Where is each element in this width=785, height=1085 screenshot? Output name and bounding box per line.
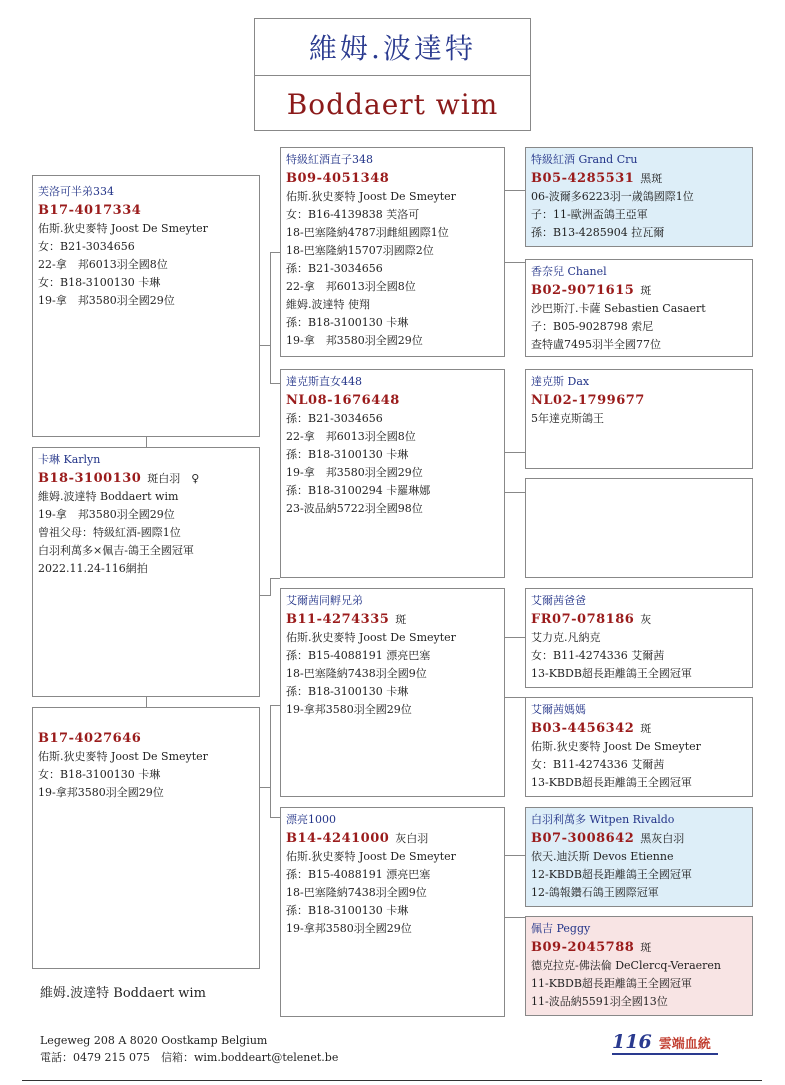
info-line: 德克拉克-佛法倫 DeClercq-Veraeren bbox=[531, 959, 721, 972]
ring-note: 斑 bbox=[640, 941, 652, 954]
ring-number: B07-3008642 黑灰白羽 bbox=[531, 831, 685, 846]
bird-name: 佩吉 Peggy bbox=[531, 922, 591, 935]
info-line: 女：B11-4274336 艾爾茜 bbox=[531, 649, 665, 662]
connector bbox=[270, 705, 280, 706]
info-line: 13-KBDB超長距離鴿王全國冠軍 bbox=[531, 776, 692, 789]
info-line: 22-拿 邦6013羽全國8位 bbox=[286, 430, 416, 443]
info-line: 維姆.波達特 使翔 bbox=[286, 298, 370, 311]
info-line: 艾力克.凡納克 bbox=[531, 631, 601, 644]
info-line: 佑斯.狄史麥特 Joost De Smeyter bbox=[531, 740, 701, 753]
pedigree-box-great-granddam-2-empty bbox=[525, 478, 753, 578]
info-line: 依天.迪沃斯 Devos Etienne bbox=[531, 850, 674, 863]
bird-name: 芙洛可半弟334 bbox=[38, 185, 114, 198]
pedigree-box-great-grandsire-3 bbox=[525, 588, 753, 688]
bird-name: 艾爾茜同孵兄弟 bbox=[286, 594, 363, 607]
ring-note: 斑 bbox=[640, 284, 652, 297]
pedigree-box-great-granddam-1 bbox=[525, 259, 753, 357]
bird-name: 卡琳 Karlyn bbox=[38, 453, 101, 466]
pedigree-box-sire bbox=[32, 175, 260, 437]
pedigree-box-great-granddam-3 bbox=[525, 697, 753, 797]
pedigree-box-great-granddam-4 bbox=[525, 916, 753, 1016]
ring-note: 黑斑 bbox=[640, 172, 663, 185]
ring-number: NL02-1799677 bbox=[531, 393, 645, 408]
ring-note: 斑 bbox=[395, 613, 407, 626]
info-line: 22-拿 邦6013羽全國8位 bbox=[286, 280, 416, 293]
title-box bbox=[254, 18, 531, 131]
info-line: 13-KBDB超長距離鴿王全國冠軍 bbox=[531, 667, 692, 680]
ring-note: 灰 bbox=[640, 613, 652, 626]
info-line: 子：B05-9028798 索尼 bbox=[531, 320, 654, 333]
connector bbox=[270, 252, 271, 384]
info-line: 18-巴塞隆納7438羽全國9位 bbox=[286, 886, 427, 899]
info-line: 孫：B21-3034656 bbox=[286, 262, 383, 275]
bird-name: 達克斯直女448 bbox=[286, 375, 362, 388]
bird-name: 艾爾茜爸爸 bbox=[531, 594, 586, 607]
info-line: 佑斯.狄史麥特 Joost De Smeyter bbox=[286, 190, 456, 203]
bird-name: 達克斯 Dax bbox=[531, 375, 590, 388]
connector bbox=[505, 917, 525, 918]
bird-name: 香奈兒 Chanel bbox=[531, 265, 607, 278]
connector bbox=[505, 637, 525, 638]
connector bbox=[270, 705, 271, 818]
info-line: 查特盧7495羽半全國77位 bbox=[531, 338, 661, 351]
info-line: 22-拿 邦6013羽全國8位 bbox=[38, 258, 168, 271]
info-line: 19-拿 邦3580羽全國29位 bbox=[38, 294, 175, 307]
info-line: 19-拿邦3580羽全國29位 bbox=[286, 922, 412, 935]
bird-name: 漂亮1000 bbox=[286, 813, 336, 826]
ring-number: B09-2045788 斑 bbox=[531, 940, 652, 955]
info-line: 19-拿 邦3580羽全國29位 bbox=[38, 508, 175, 521]
pedigree-box-granddam-2 bbox=[280, 807, 505, 1017]
info-line: 曾祖父母：特級紅酒-國際1位 bbox=[38, 526, 181, 539]
connector bbox=[505, 492, 525, 493]
info-line: 子：11-歐洲盃鴿王亞軍 bbox=[531, 208, 648, 221]
ring-number: B05-4285531 黑斑 bbox=[531, 171, 663, 186]
info-line: 佑斯.狄史麥特 Joost De Smeyter bbox=[38, 750, 208, 763]
pedigree-box-grandsire-1 bbox=[280, 147, 505, 357]
info-line: 5年達克斯鴿王 bbox=[531, 412, 604, 425]
info-line: 11-KBDB超長距離鴿王全國冠軍 bbox=[531, 977, 692, 990]
brand-logo bbox=[612, 1031, 722, 1057]
ring-number: B17-4017334 bbox=[38, 203, 142, 218]
connector bbox=[270, 817, 280, 818]
bird-name: 艾爾茜媽媽 bbox=[531, 703, 586, 716]
connector bbox=[270, 252, 280, 253]
ring-note: 斑 bbox=[640, 722, 652, 735]
ring-number: B14-4241000 灰白羽 bbox=[286, 831, 429, 846]
info-line: 18-巴塞隆納15707羽國際2位 bbox=[286, 244, 434, 257]
info-line: 2022.11.24-116網拍 bbox=[38, 562, 148, 575]
contact-info: 電話：0479 215 075 信箱：wim.boddeart@telenet.be bbox=[40, 1051, 339, 1064]
info-line: 佑斯.狄史麥特 Joost De Smeyter bbox=[286, 631, 456, 644]
info-line: 23-波品納5722羽全國98位 bbox=[286, 502, 423, 515]
bird-name: 白羽利萬多 Witpen Rivaldo bbox=[531, 813, 675, 826]
pedigree-box-sire-3 bbox=[32, 707, 260, 969]
info-line: 白羽利萬多×佩吉-鴿王全國冠軍 bbox=[38, 544, 194, 557]
info-line: 19-拿 邦3580羽全國29位 bbox=[286, 334, 423, 347]
logo-text: 雲端血統 bbox=[658, 1037, 711, 1052]
info-line: 19-拿邦3580羽全國29位 bbox=[38, 786, 164, 799]
info-line: 11-波品納5591羽全國13位 bbox=[531, 995, 668, 1008]
info-line: 孫：B18-3100130 卡琳 bbox=[286, 685, 409, 698]
info-line: 19-拿 邦3580羽全國29位 bbox=[286, 466, 423, 479]
info-line: 孫：B18-3100130 卡琳 bbox=[286, 316, 409, 329]
connector bbox=[270, 578, 280, 579]
info-line: 沙巴斯汀.卡薩 Sebastien Casaert bbox=[531, 302, 706, 315]
info-line: 佑斯.狄史麥特 Joost De Smeyter bbox=[38, 222, 208, 235]
info-line: 孫：B18-3100130 卡琳 bbox=[286, 448, 409, 461]
info-line: 女：B21-3034656 bbox=[38, 240, 135, 253]
pedigree-box-great-grandsire-1 bbox=[525, 147, 753, 247]
info-line: 女：B16-4139838 芙洛可 bbox=[286, 208, 420, 221]
pedigree-box-grandsire-2 bbox=[280, 588, 505, 797]
ring-number: B09-4051348 bbox=[286, 171, 390, 186]
address: Legeweg 208 A 8020 Oostkamp Belgium bbox=[40, 1034, 268, 1047]
bottom-rule bbox=[22, 1080, 762, 1081]
ring-number: B02-9071615 斑 bbox=[531, 283, 652, 298]
connector bbox=[505, 190, 525, 191]
ring-note: 黑灰白羽 bbox=[640, 832, 685, 845]
ring-note: 灰白羽 bbox=[395, 832, 429, 845]
pedigree-box-great-grandsire-2 bbox=[525, 369, 753, 469]
title-english: Boddaert wim bbox=[286, 87, 499, 121]
ring-number: FR07-078186 灰 bbox=[531, 612, 652, 627]
info-line: 女：B11-4274336 艾爾茜 bbox=[531, 758, 665, 771]
ring-number: B17-4027646 bbox=[38, 731, 142, 746]
info-line: 孫：B18-3100130 卡琳 bbox=[286, 904, 409, 917]
logo-underline bbox=[612, 1053, 718, 1055]
info-line: 孫：B18-3100294 卡羅琳娜 bbox=[286, 484, 431, 497]
info-line: 18-巴塞隆納4787羽雌組國際1位 bbox=[286, 226, 449, 239]
connector bbox=[505, 697, 525, 698]
connector bbox=[505, 452, 525, 453]
info-line: 06-波爾多6223羽一歲鴿國際1位 bbox=[531, 190, 694, 203]
info-line: 孫：B13-4285904 拉瓦爾 bbox=[531, 226, 665, 239]
info-line: 女：B18-3100130 卡琳 bbox=[38, 768, 161, 781]
info-line: 孫：B21-3034656 bbox=[286, 412, 383, 425]
ring-note: 斑白羽 ♀ bbox=[147, 472, 200, 485]
connector bbox=[505, 855, 525, 856]
info-line: 12-鴿報鑽石鴿王國際冠軍 bbox=[531, 886, 659, 899]
info-line: 孫：B15-4088191 漂亮巴塞 bbox=[286, 868, 431, 881]
connector bbox=[146, 697, 147, 707]
info-line: 女：B18-3100130 卡琳 bbox=[38, 276, 161, 289]
bird-name: 特級紅酒 Grand Cru bbox=[531, 153, 638, 166]
ring-number: B11-4274335 斑 bbox=[286, 612, 407, 627]
connector bbox=[270, 578, 271, 596]
bird-name: 特級紅酒直子348 bbox=[286, 153, 373, 166]
info-line: 維姆.波達特 Boddaert wim bbox=[38, 490, 179, 503]
connector bbox=[146, 437, 147, 447]
ring-number: NL08-1676448 bbox=[286, 393, 400, 408]
info-line: 18-巴塞隆納7438羽全國9位 bbox=[286, 667, 427, 680]
pedigree-box-dam bbox=[32, 447, 260, 697]
ring-number: B03-4456342 斑 bbox=[531, 721, 652, 736]
connector bbox=[505, 262, 525, 263]
owner-name: 維姆.波達特 Boddaert wim bbox=[40, 986, 206, 1001]
logo-number: 116 bbox=[612, 1031, 652, 1053]
info-line: 佑斯.狄史麥特 Joost De Smeyter bbox=[286, 850, 456, 863]
pedigree-box-granddam-1 bbox=[280, 369, 505, 578]
info-line: 19-拿邦3580羽全國29位 bbox=[286, 703, 412, 716]
pedigree-box-great-grandsire-4 bbox=[525, 807, 753, 907]
info-line: 孫：B15-4088191 漂亮巴塞 bbox=[286, 649, 431, 662]
title-chinese: 維姆.波達特 bbox=[255, 19, 530, 76]
ring-number: B18-3100130 斑白羽 ♀ bbox=[38, 471, 200, 486]
connector bbox=[270, 383, 280, 384]
info-line: 12-KBDB超長距離鴿王全國冠軍 bbox=[531, 868, 692, 881]
